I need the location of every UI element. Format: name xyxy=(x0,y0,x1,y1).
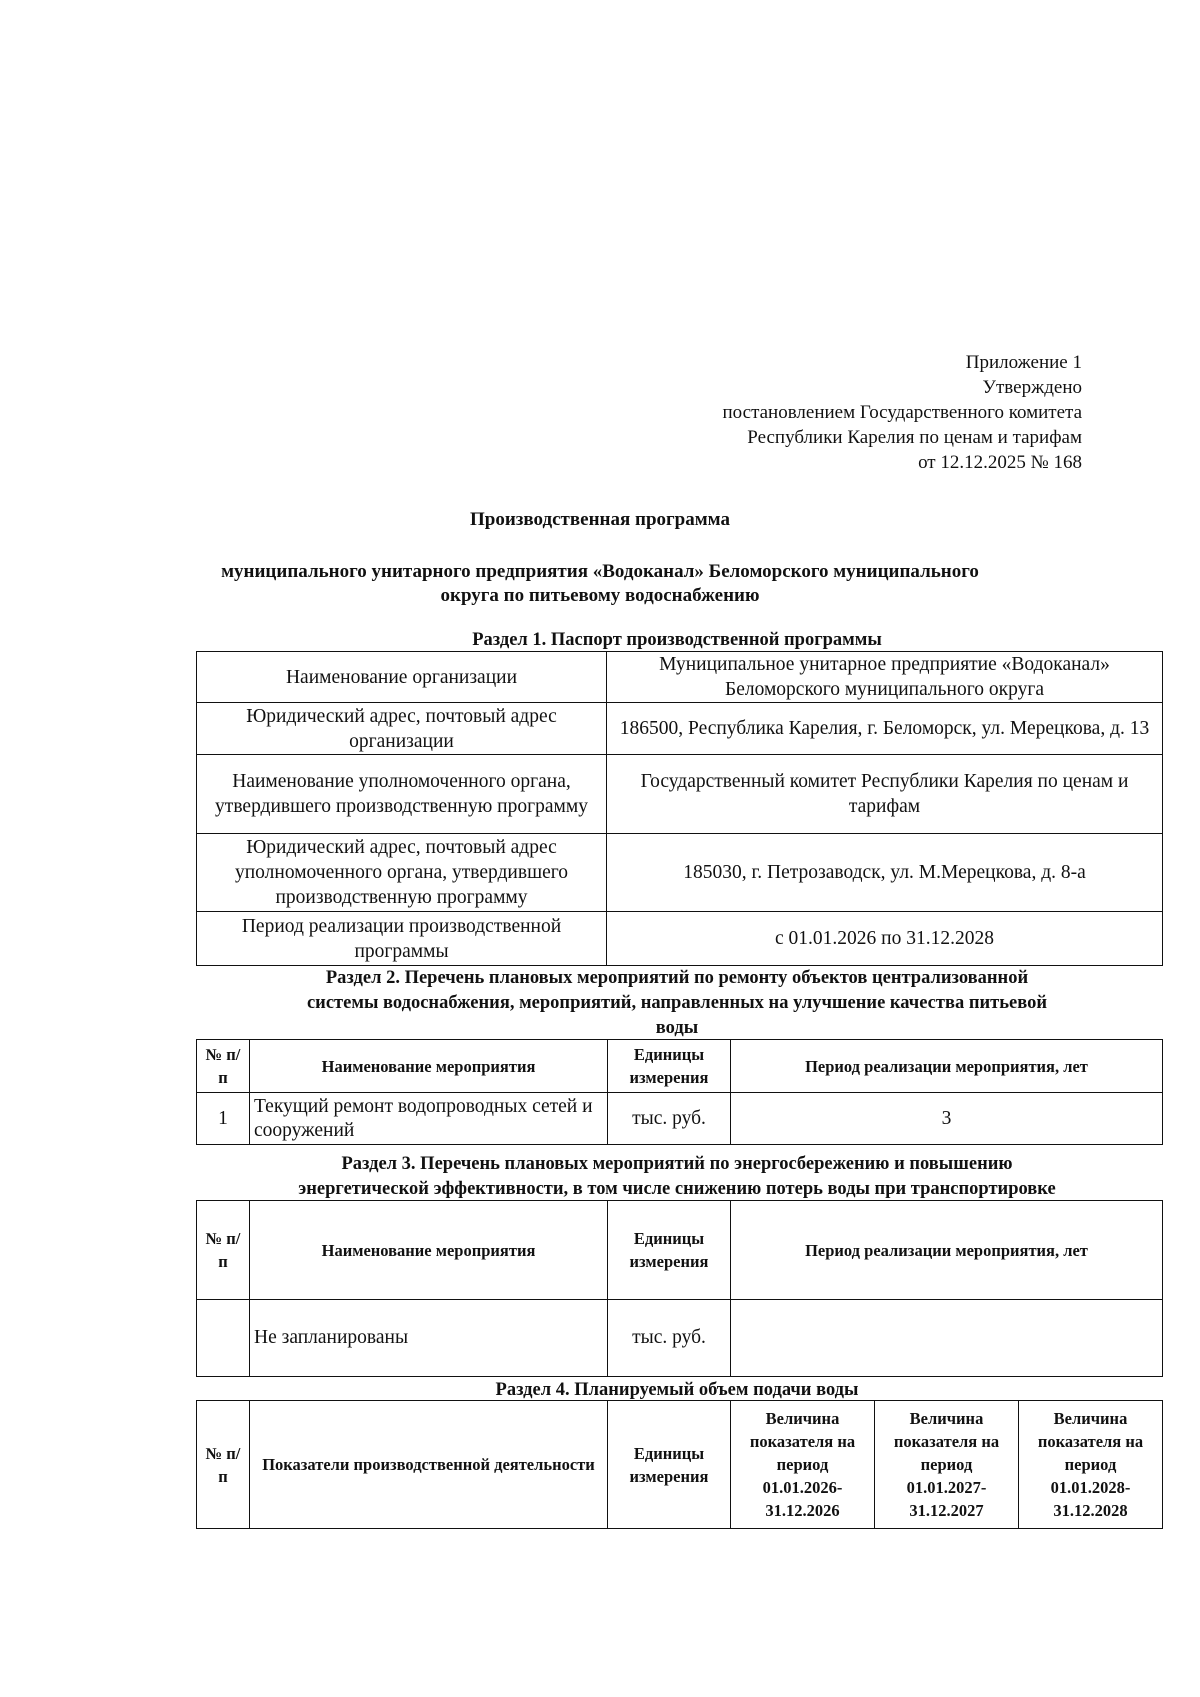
table-row xyxy=(197,652,1163,703)
passport-label: Наименование организации xyxy=(197,652,607,703)
table-header-row xyxy=(197,1040,1163,1093)
passport-label: Наименование уполномоченного органа, утвердившего производственную программу xyxy=(197,755,607,834)
table-row xyxy=(197,912,1163,966)
table-row xyxy=(197,1300,1163,1377)
passport-table xyxy=(196,651,1163,966)
header-period: Период реализации мероприятия, лет xyxy=(731,1040,1163,1093)
passport-value: Муниципальное унитарное предприятие «Водоканал» Беломорского муниципального округа xyxy=(607,652,1163,703)
header-value-2026: Величина показателя на период 01.01.2026-31.12.2026 xyxy=(731,1401,875,1529)
cell-name: Текущий ремонт водопроводных сетей и сооружений xyxy=(250,1093,608,1145)
table-row xyxy=(197,1093,1163,1145)
table-header-row xyxy=(197,1401,1163,1529)
section3-title: Раздел 3. Перечень плановых мероприятий по энергосбережению и повышению xyxy=(341,1154,1013,1174)
document-subtitle: муниципального унитарного предприятия «Водоканал» Беломорского муниципального xyxy=(221,561,979,582)
approval-line: постановлением Государственного комитета xyxy=(722,402,1082,423)
cell-num: 1 xyxy=(197,1093,250,1145)
section2-title: Раздел 2. Перечень плановых мероприятий по ремонту объектов централизованной xyxy=(325,968,1029,988)
header-value-2027: Величина показателя на период 01.01.2027-31.12.2027 xyxy=(875,1401,1019,1529)
cell-period: 3 xyxy=(731,1093,1163,1145)
cell-period xyxy=(731,1300,1163,1377)
section1-title: Раздел 1. Паспорт производственной программы xyxy=(472,630,882,650)
passport-label: Юридический адрес, почтовый адрес уполномоченного органа, утвердившего производственную программу xyxy=(197,834,607,912)
header-unit: Единицы измерения xyxy=(608,1401,731,1529)
repair-measures-table xyxy=(196,1039,1163,1145)
passport-label: Период реализации производственной программы xyxy=(197,912,607,966)
header-num: № п/п xyxy=(197,1201,250,1300)
section3-title: энергетической эффективности, в том числе снижению потерь воды при транспортировке xyxy=(298,1179,1056,1199)
section2-title: воды xyxy=(655,1018,699,1038)
passport-value: Государственный комитет Республики Карелия по ценам и тарифам xyxy=(607,755,1163,834)
energy-saving-table xyxy=(196,1200,1163,1377)
passport-value: 185030, г. Петрозаводск, ул. М.Мерецкова, д. 8-а xyxy=(607,834,1163,912)
header-num: № п/п xyxy=(197,1040,250,1093)
cell-name: Не запланированы xyxy=(250,1300,608,1377)
document-subtitle: округа по питьевому водоснабжению xyxy=(440,585,760,606)
table-row xyxy=(197,834,1163,912)
passport-value: с 01.01.2026 по 31.12.2028 xyxy=(607,912,1163,966)
cell-unit: тыс. руб. xyxy=(608,1093,731,1145)
approval-line: Республики Карелия по ценам и тарифам xyxy=(747,427,1082,448)
passport-label: Юридический адрес, почтовый адрес организации xyxy=(197,703,607,755)
header-unit: Единицы измерения xyxy=(608,1201,731,1300)
header-unit: Единицы измерения xyxy=(608,1040,731,1093)
approval-line: от 12.12.2025 № 168 xyxy=(918,452,1082,473)
passport-value: 186500, Республика Карелия, г. Беломорск, ул. Мерецкова, д. 13 xyxy=(607,703,1163,755)
water-supply-volume-table xyxy=(196,1400,1163,1529)
header-num: № п/п xyxy=(197,1401,250,1529)
approval-line: Приложение 1 xyxy=(965,352,1082,373)
section2-title: системы водоснабжения, мероприятий, направленных на улучшение качества питьевой xyxy=(306,993,1048,1013)
header-name: Наименование мероприятия xyxy=(250,1040,608,1093)
approval-block xyxy=(723,350,1083,475)
header-name: Наименование мероприятия xyxy=(250,1201,608,1300)
approval-line: Утверждено xyxy=(982,377,1082,398)
cell-unit: тыс. руб. xyxy=(608,1300,731,1377)
table-row xyxy=(197,755,1163,834)
header-value-2028: Величина показателя на период 01.01.2028-31.12.2028 xyxy=(1019,1401,1163,1529)
table-row xyxy=(197,703,1163,755)
header-name: Показатели производственной деятельности xyxy=(250,1401,608,1529)
document-title: Производственная программа xyxy=(470,509,730,530)
table-header-row xyxy=(197,1201,1163,1300)
section4-title: Раздел 4. Планируемый объем подачи воды xyxy=(495,1380,859,1400)
header-period: Период реализации мероприятия, лет xyxy=(731,1201,1163,1300)
cell-num xyxy=(197,1300,250,1377)
